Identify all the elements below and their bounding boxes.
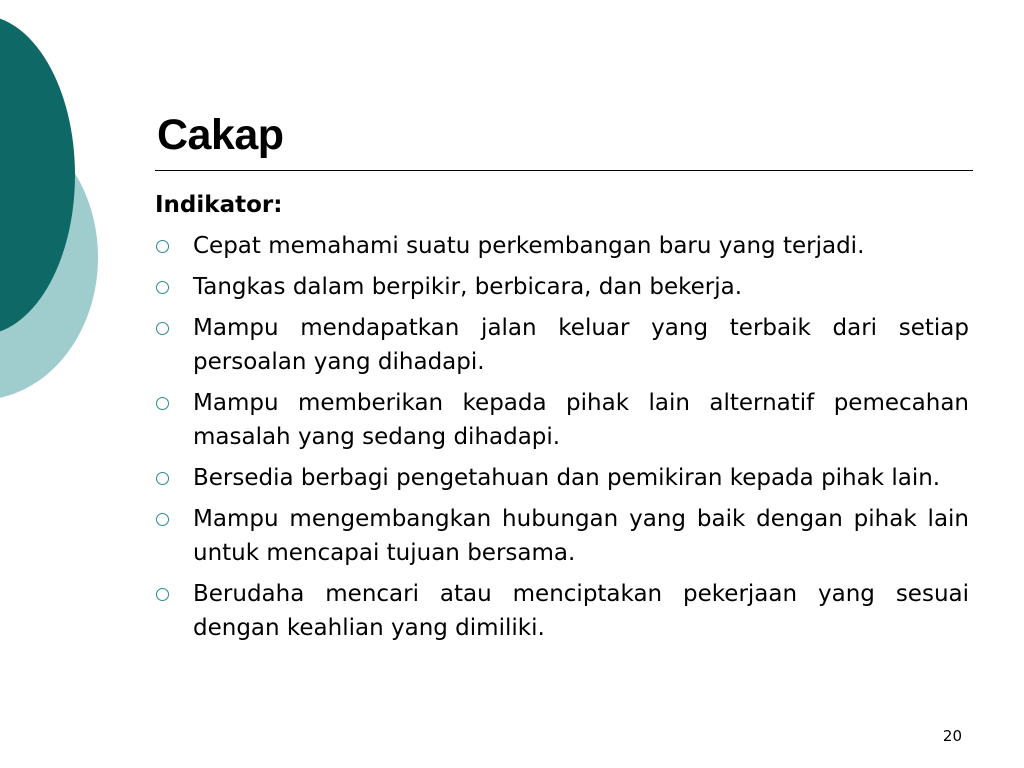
indicator-list — [155, 229, 969, 645]
list-item — [155, 311, 969, 379]
list-item — [155, 229, 969, 263]
list-item-text: Mampu mengembangkan hubungan yang baik dengan pihak lain untuk mencapai tujuan bersama. — [193, 506, 969, 566]
list-item — [155, 502, 969, 570]
list-item-text: Cepat memahami suatu perkembangan baru yang terjadi. — [193, 233, 865, 259]
indicator-heading: Indikator: — [155, 192, 283, 218]
list-item-text: Tangkas dalam berpikir, berbicara, dan bekerja. — [193, 274, 743, 300]
bullet-circle-icon — [156, 472, 169, 485]
bullet-circle-icon — [156, 322, 169, 335]
page-number: 20 — [942, 727, 962, 745]
title-divider — [155, 170, 973, 171]
list-item — [155, 461, 969, 495]
list-item-text: Mampu memberikan kepada pihak lain alternatif pemecahan masalah yang sedang dihadapi. — [193, 390, 969, 450]
list-item — [155, 577, 969, 645]
bullet-circle-icon — [156, 588, 169, 601]
list-item-text: Mampu mendapatkan jalan keluar yang terbaik dari setiap persoalan yang dihadapi. — [193, 315, 969, 375]
slide-title: Cakap — [157, 111, 284, 159]
bullet-circle-icon — [156, 240, 169, 253]
list-item — [155, 386, 969, 454]
bullet-circle-icon — [156, 397, 169, 410]
list-item-text: Bersedia berbagi pengetahuan dan pemikiran kepada pihak lain. — [193, 465, 941, 491]
list-item-text: Berudaha mencari atau menciptakan pekerjaan yang sesuai dengan keahlian yang dimiliki. — [193, 581, 969, 641]
bullet-circle-icon — [156, 281, 169, 294]
bullet-circle-icon — [156, 513, 169, 526]
list-item — [155, 270, 969, 304]
